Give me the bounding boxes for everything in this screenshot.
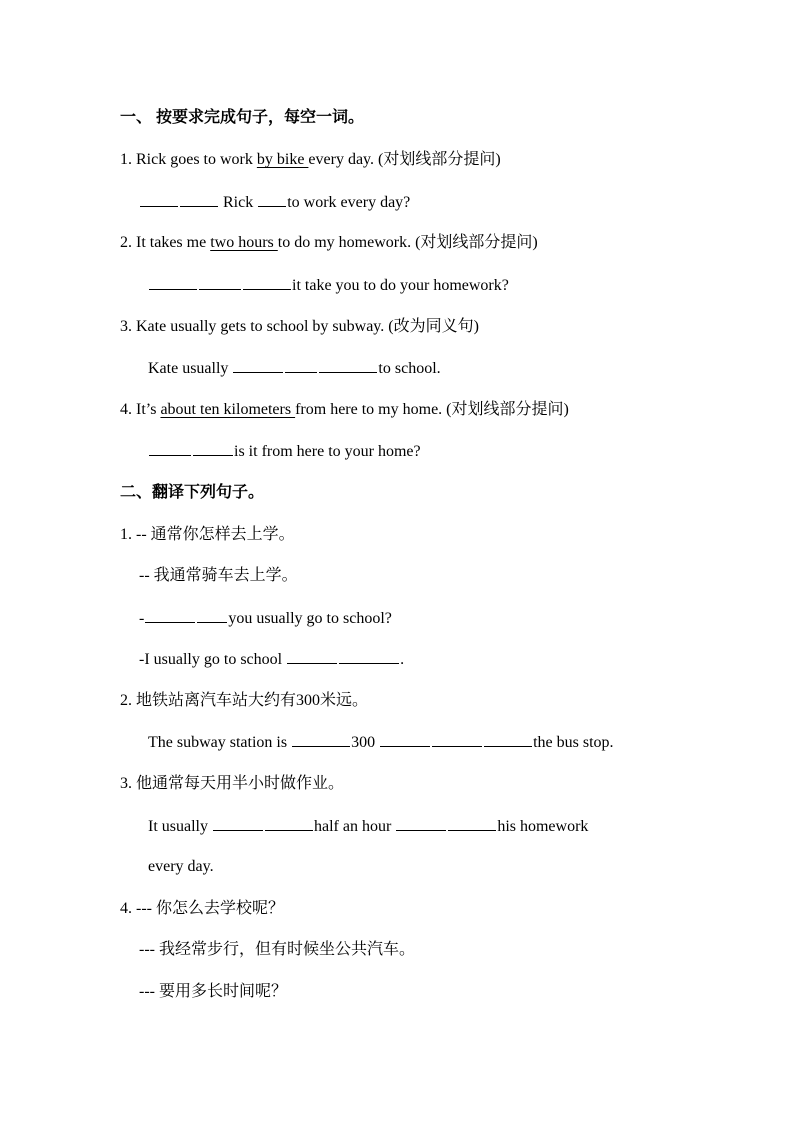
s1-a3-start: Kate usually [148,360,233,377]
answer-blank[interactable] [258,192,286,207]
s2-answer-2 [148,732,614,752]
s1-q2-underlined: two hours [210,234,278,251]
s1-q1-underlined: by bike [256,151,309,168]
answer-blank[interactable] [287,649,337,664]
s1-q4-text-a: 4. It’s [120,401,161,418]
answer-blank[interactable] [140,192,178,207]
answer-blank[interactable] [396,816,446,831]
s2-q4-prompt-a: 4. --- 你怎么去学校呢？ [120,900,284,917]
answer-blank[interactable] [339,649,399,664]
s2-a2-start: The subway station is [148,734,292,751]
s2-q4-prompt-c: --- 要用多长时间呢？ [139,983,287,1000]
s2-a1b-end: . [400,651,405,668]
answer-blank[interactable] [380,732,430,747]
s2-a2-mid: 300 [351,734,380,751]
s2-q3-prompt: 3. 他通常每天用半小时做作业。 [120,775,345,792]
s1-a2-end: it take you to do your homework? [292,277,509,294]
s1-question-3: 3. Kate usually gets to school by subway. (改为同义句) [120,318,479,335]
s1-q4-underlined: about ten kilometers [160,401,296,418]
s1-answer-1 [139,192,410,212]
section2-title: 二、翻译下列句子。 [120,484,265,501]
answer-blank[interactable] [243,275,291,290]
answer-blank[interactable] [197,608,227,623]
s2-q1-prompt-b: -- 我通常骑车去上学。 [139,567,298,584]
s2-a3-start: It usually [148,818,212,835]
s2-a1b-start: -I usually go to school [139,651,287,668]
s1-q4-text-b: from here to my home. (对划线部分提问) [295,401,569,418]
s2-q4-prompt-b: --- 我经常步行，但有时候坐公共汽车。 [139,941,415,958]
s2-answer-3 [148,816,588,836]
s2-a1a-end: you usually go to school? [228,610,392,627]
answer-blank[interactable] [145,608,195,623]
s1-a3-end: to school. [378,360,441,377]
s2-answer-1a [139,608,392,628]
s2-a3-end: his homework [497,818,589,835]
answer-blank[interactable] [484,732,532,747]
answer-blank[interactable] [193,441,233,456]
s2-q2-prompt: 2. 地铁站离汽车站大约有300米远。 [120,692,369,709]
answer-blank[interactable] [432,732,482,747]
answer-blank[interactable] [149,275,197,290]
s2-q1-prompt-a: 1. -- 通常你怎样去上学。 [120,526,295,543]
answer-blank[interactable] [319,358,377,373]
answer-blank[interactable] [213,816,263,831]
answer-blank[interactable] [233,358,283,373]
s1-q1-text-a: 1. Rick goes to work [120,151,257,168]
s1-a1-mid: Rick [223,194,254,211]
s2-answer-3-cont: every day. [148,858,214,875]
s1-q2-text-b: to do my homework. (对划线部分提问) [277,234,538,251]
s1-a1-end: to work every day? [287,194,411,211]
s2-a2-end: the bus stop. [533,734,614,751]
answer-blank[interactable] [149,441,191,456]
answer-blank[interactable] [265,816,313,831]
s1-question-4 [120,400,569,420]
s1-answer-4 [148,441,421,461]
s2-a1a-start: - [139,610,145,627]
s1-a4-end: is it from here to your home? [234,443,421,460]
s2-a3-mid: half an hour [314,818,396,835]
s1-answer-3 [148,358,441,378]
s1-q1-text-b: every day. (对划线部分提问) [308,151,501,168]
s2-answer-1b [139,649,404,669]
s1-question-2 [120,233,538,253]
s1-answer-2 [148,275,509,295]
section1-title: 一、 按要求完成句子，每空一词。 [120,109,365,126]
answer-blank[interactable] [448,816,496,831]
s1-q2-text-a: 2. It takes me [120,234,211,251]
answer-blank[interactable] [285,358,317,373]
answer-blank[interactable] [199,275,241,290]
answer-blank[interactable] [292,732,350,747]
s1-question-1 [120,150,501,170]
answer-blank[interactable] [180,192,218,207]
